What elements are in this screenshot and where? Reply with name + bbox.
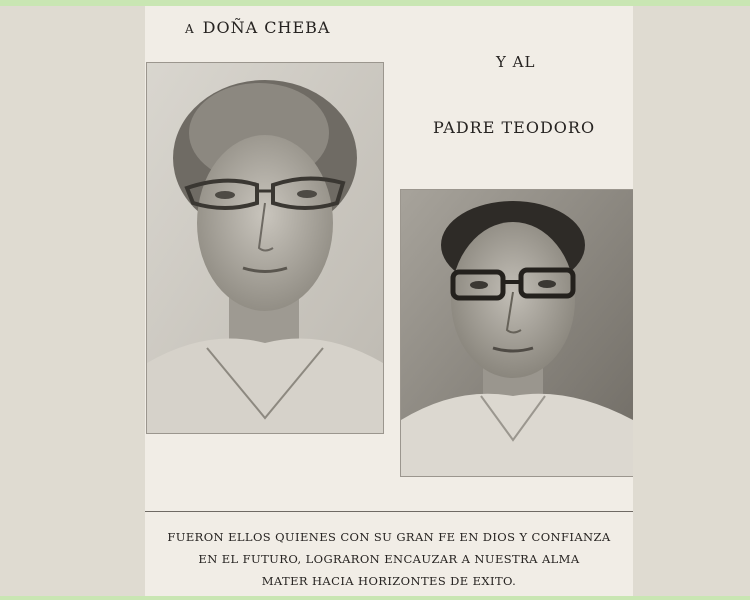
caption-line-3: MATER HACIA HORIZONTES DE EXITO.	[261, 574, 517, 588]
bottom-accent-bar	[0, 596, 750, 600]
portrait-woman-photo	[146, 62, 384, 434]
dedication-line-2: Y AL	[496, 53, 536, 71]
caption-line-1: FUERON ELLOS QUIENES CON SU GRAN FE EN DIOS Y CONFIANZA	[167, 530, 611, 544]
portrait-woman-image	[147, 63, 383, 433]
dedication-prefix: A	[185, 22, 195, 36]
dedication-line-3: PADRE TEODORO	[433, 118, 596, 137]
portrait-man-photo	[400, 189, 633, 477]
dedication-name-1: DOÑA CHEBA	[202, 18, 331, 37]
caption-block	[145, 526, 633, 592]
caption-divider	[145, 511, 633, 512]
caption-line-2: EN EL FUTURO, LOGRARON ENCAUZAR A NUESTRA ALMA	[198, 552, 580, 566]
dedication-line-1	[185, 18, 330, 37]
portrait-man-image	[401, 190, 633, 476]
document-page	[145, 6, 633, 596]
